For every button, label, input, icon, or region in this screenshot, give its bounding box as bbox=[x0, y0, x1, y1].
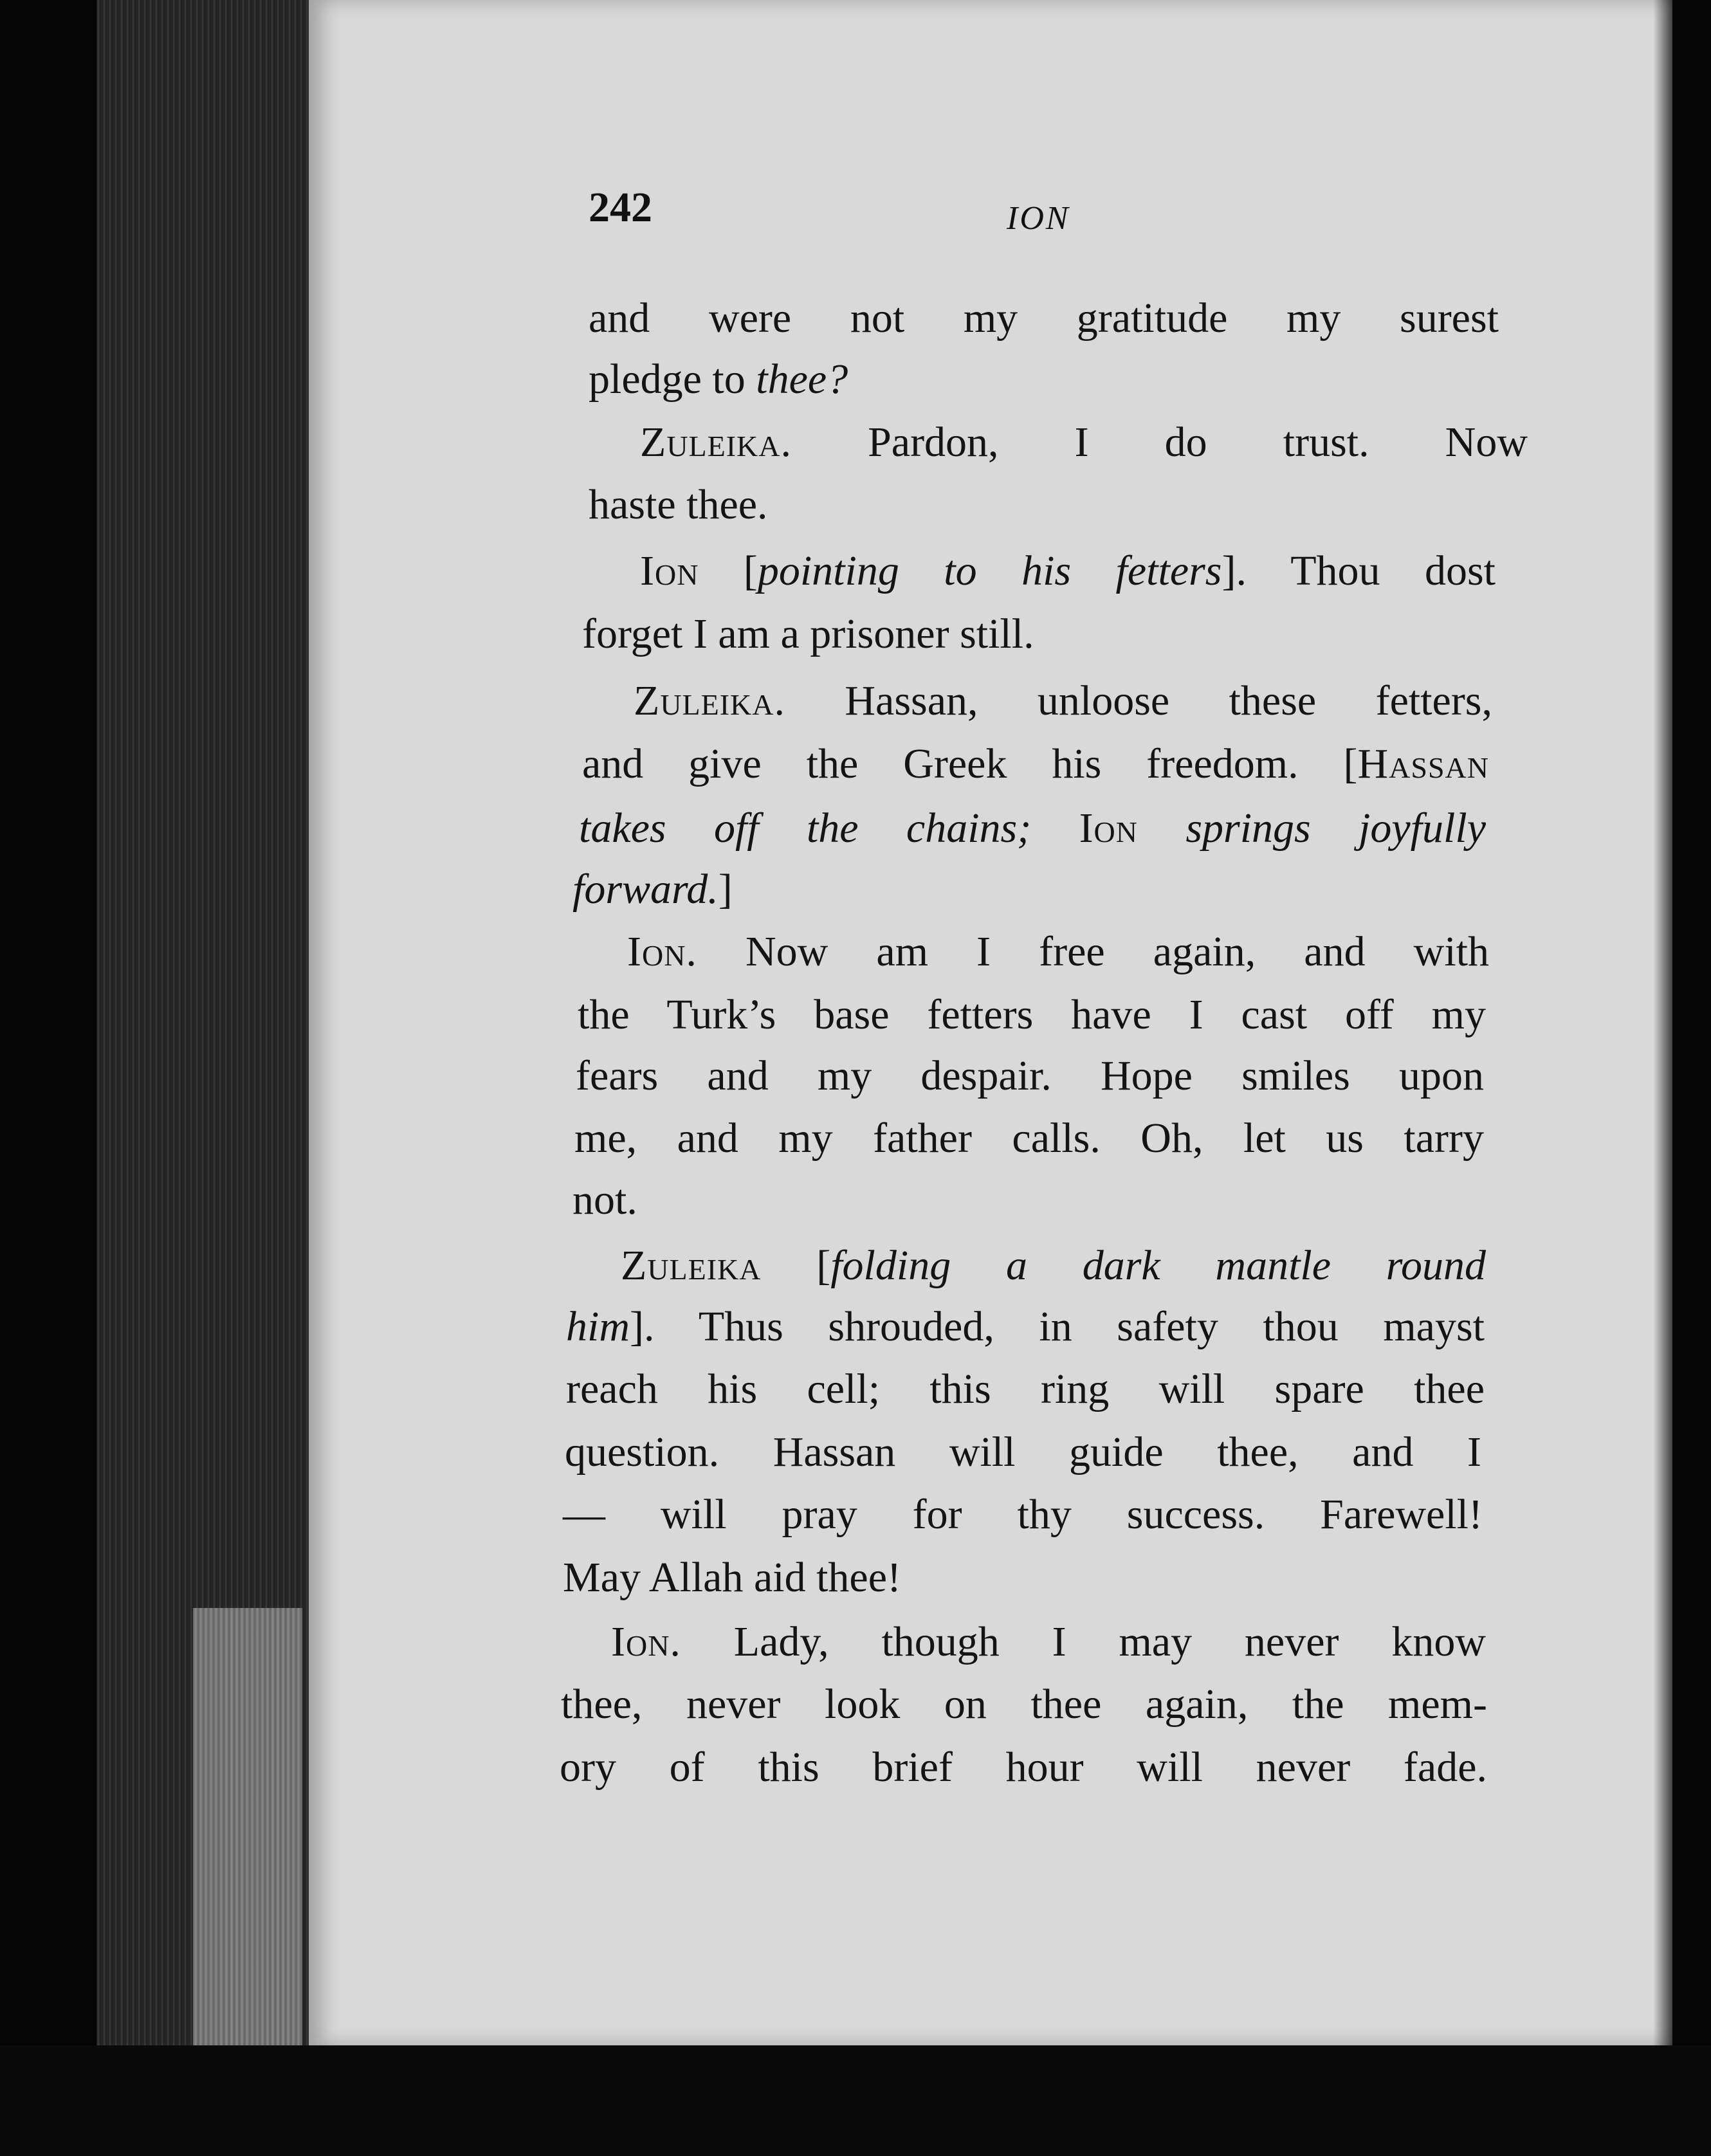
page-gutter-shadow bbox=[1653, 0, 1672, 2045]
page-number: 242 bbox=[589, 184, 652, 231]
text-line: and were not my gratitude my surest bbox=[589, 295, 1499, 342]
stage-direction: pointing to his fetters bbox=[757, 547, 1222, 594]
stage-direction: takes off the chains; Ion springs joyfully bbox=[579, 805, 1486, 852]
text-line: — will pray for thy success. Farewell! bbox=[563, 1491, 1483, 1538]
speaker-name: Ion bbox=[640, 547, 699, 594]
text-line: ory of this brief hour will never fade. bbox=[560, 1744, 1487, 1791]
speaker-name: Ion. bbox=[611, 1618, 681, 1665]
text-line: haste thee. bbox=[589, 481, 768, 528]
text-line: fears and my despair. Hope smiles upon bbox=[576, 1052, 1484, 1099]
stage-direction: folding a dark mantle round bbox=[830, 1242, 1486, 1289]
speaker-name: Zuleika bbox=[621, 1242, 762, 1289]
speaker-name: Zuleika. bbox=[640, 419, 792, 466]
text-line: reach his cell; this ring will spare thee bbox=[566, 1366, 1485, 1412]
book-fore-edge-highlight bbox=[193, 1608, 302, 2045]
text-line: question. Hassan will guide thee, and I bbox=[565, 1429, 1481, 1475]
text-line: me, and my father calls. Oh, let us tarry bbox=[574, 1115, 1484, 1162]
scan-bottom-border bbox=[0, 2045, 1711, 2156]
speech-line: Zuleika. Hassan, unloose these fetters, bbox=[634, 677, 1492, 724]
speech-line: Ion. Now am I free again, and with bbox=[627, 928, 1489, 975]
running-title: ION bbox=[1007, 200, 1070, 237]
text-line: the Turk’s base fetters have I cast off my bbox=[578, 991, 1486, 1038]
speech-line: Ion. Lady, though I may never know bbox=[611, 1618, 1486, 1665]
stage-direction: forward.] bbox=[572, 866, 733, 913]
text-line: forget I am a prisoner still. bbox=[582, 610, 1034, 657]
text-line: him]. Thus shrouded, in safety thou mayst bbox=[566, 1303, 1485, 1350]
text-line: May Allah aid thee! bbox=[563, 1554, 902, 1601]
speech-line: Zuleika. Pardon, I do trust. Now bbox=[640, 419, 1528, 466]
text-line: thee, never look on thee again, the mem- bbox=[561, 1681, 1487, 1728]
text-line: and give the Greek his freedom. [Hassan bbox=[582, 740, 1489, 787]
text-line: not. bbox=[572, 1176, 637, 1223]
speech-line: Ion [pointing to his fetters]. Thou dost bbox=[640, 547, 1496, 594]
speaker-name: Ion. bbox=[627, 928, 697, 975]
speaker-name: Zuleika. bbox=[634, 677, 785, 724]
text-line: pledge to thee? bbox=[589, 356, 848, 403]
speech-line: Zuleika [folding a dark mantle round bbox=[621, 1242, 1486, 1289]
